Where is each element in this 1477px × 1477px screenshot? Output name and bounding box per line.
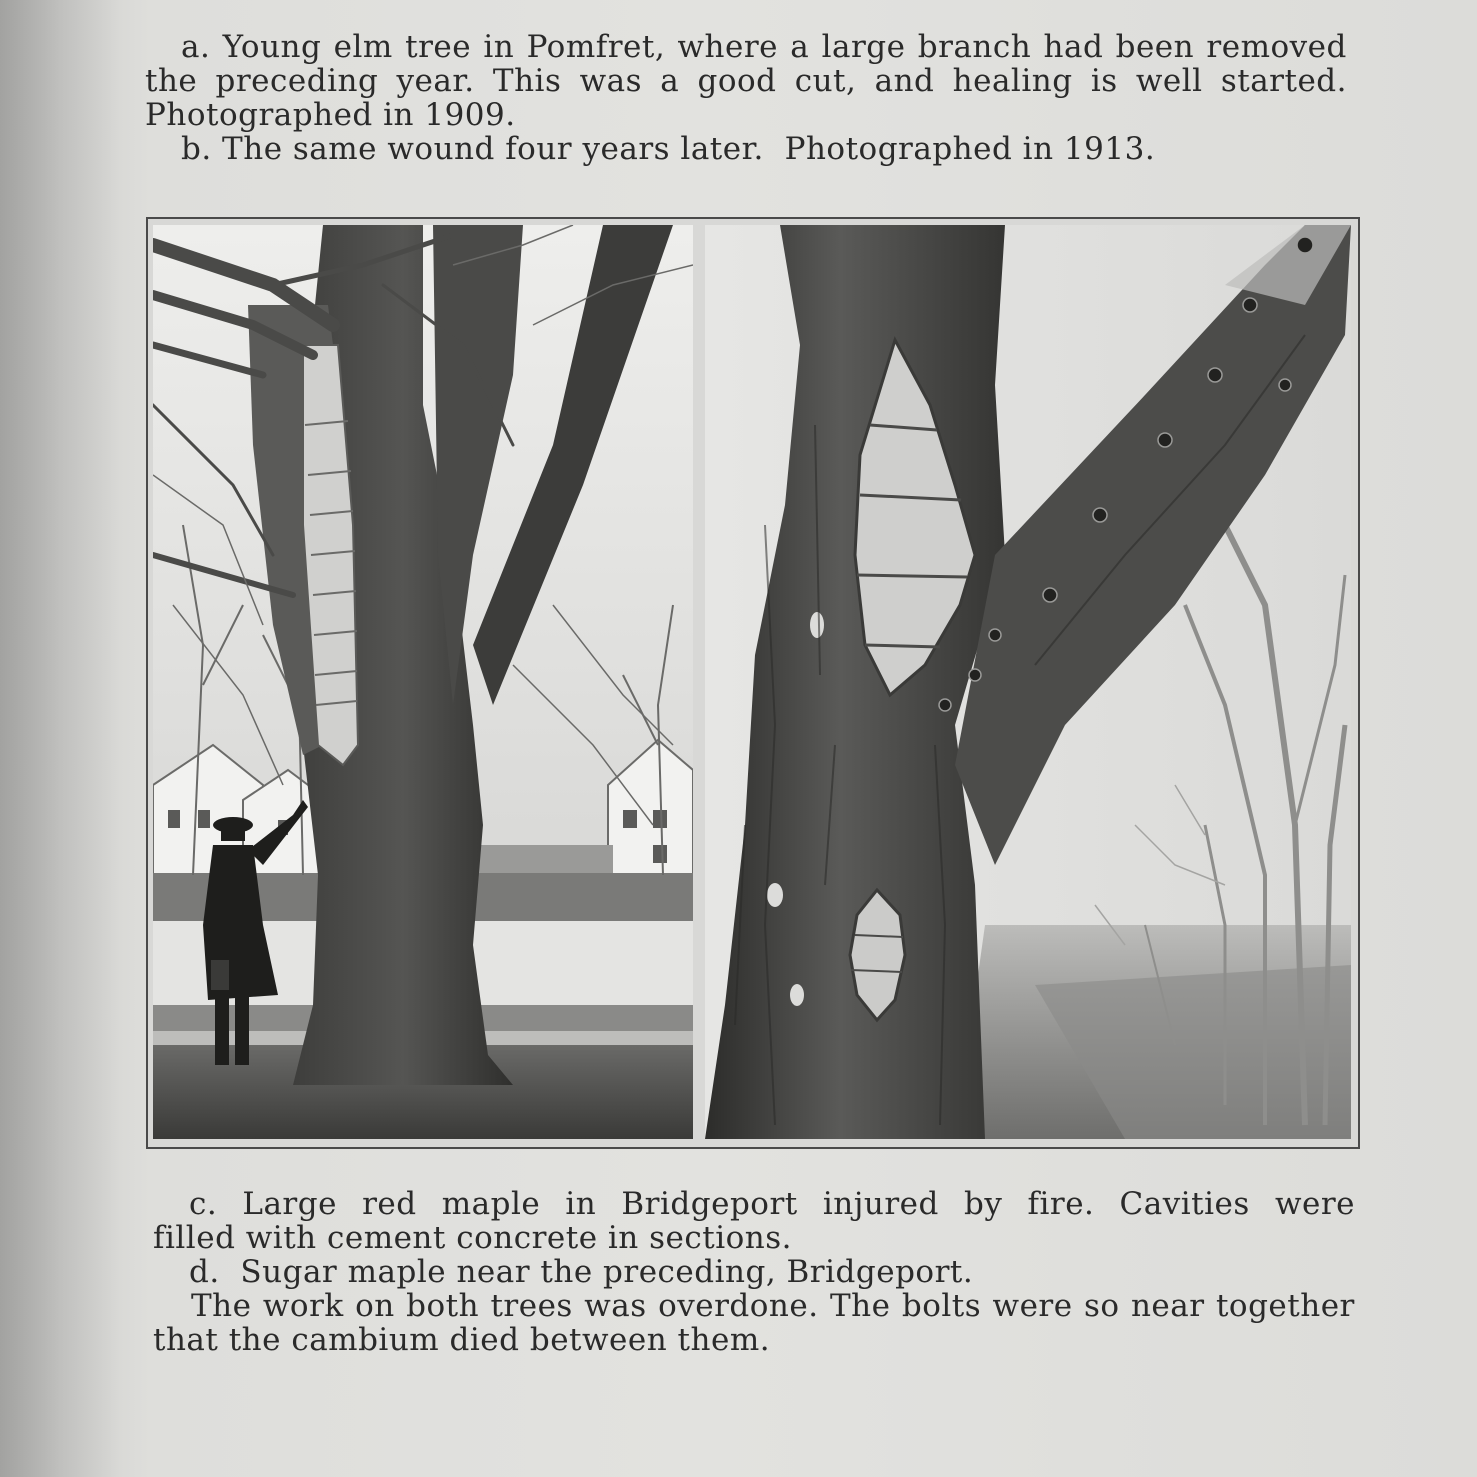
caption-word: Cavities	[1119, 1186, 1250, 1222]
caption-word: Young	[222, 29, 322, 65]
caption-word: been	[1115, 29, 1195, 65]
caption-line-text: b. The same wound four years later. Photographed in 1913.	[181, 131, 1156, 167]
caption-word: fire.	[1027, 1186, 1095, 1222]
caption-word: elm	[333, 29, 393, 65]
caption-word: was	[584, 1288, 647, 1324]
caption-line-c2	[153, 1221, 1355, 1255]
caption-word: were	[992, 1288, 1073, 1324]
caption-word: were	[1274, 1186, 1355, 1222]
caption-word: removed	[1206, 29, 1347, 65]
caption-bottom	[153, 1187, 1355, 1357]
caption-line-text: Photographed in 1909.	[145, 97, 516, 133]
caption-line-text	[145, 64, 1347, 98]
caption-word: red	[362, 1186, 417, 1222]
page-binding-shadow	[0, 0, 120, 1477]
caption-word: on	[355, 1288, 395, 1324]
caption-word: near	[1130, 1288, 1205, 1324]
caption-word: work	[262, 1288, 344, 1324]
caption-line-text: filled with cement concrete in sections.	[153, 1220, 793, 1256]
caption-word: Pomfret,	[526, 29, 666, 65]
caption-line-d2	[153, 1289, 1355, 1323]
photo-plate	[146, 217, 1360, 1149]
caption-word: c.	[189, 1186, 218, 1222]
caption-line-text	[189, 1187, 1355, 1221]
caption-word: by	[963, 1186, 1003, 1222]
caption-word: well	[1135, 63, 1203, 99]
caption-word: in	[483, 29, 515, 65]
caption-word: The	[191, 1288, 252, 1324]
caption-top	[145, 30, 1347, 166]
caption-line-b	[145, 132, 1347, 166]
caption-word: the	[145, 63, 198, 99]
caption-word: both	[406, 1288, 480, 1324]
caption-word: healing	[952, 63, 1073, 99]
caption-word: tree	[405, 29, 472, 65]
caption-line-text	[191, 1289, 1355, 1323]
caption-word: The	[829, 1288, 891, 1324]
caption-word: is	[1090, 63, 1118, 99]
caption-word: a	[660, 63, 680, 99]
caption-word: branch	[917, 29, 1032, 65]
caption-word: injured	[822, 1186, 939, 1222]
caption-line-text: d. Sugar maple near the preceding, Bridgeport.	[189, 1254, 974, 1290]
caption-word: good	[697, 63, 777, 99]
caption-word: together	[1215, 1288, 1355, 1324]
caption-line-text: that the cambium died between them.	[153, 1322, 771, 1358]
caption-line-a3	[145, 98, 1347, 132]
caption-word: bolts	[901, 1288, 982, 1324]
caption-word: so	[1083, 1288, 1120, 1324]
caption-word: where	[677, 29, 778, 65]
caption-line-c1	[153, 1187, 1355, 1221]
caption-line-text	[181, 30, 1347, 64]
caption-word: overdone.	[658, 1288, 819, 1324]
caption-word: and	[874, 63, 935, 99]
caption-word: in	[565, 1186, 597, 1222]
sugar-maple-photo	[705, 225, 1351, 1139]
caption-word: This	[492, 63, 562, 99]
caption-word: a.	[181, 29, 211, 65]
caption-word: started.	[1220, 63, 1347, 99]
red-maple-photo	[153, 225, 693, 1139]
caption-word: year.	[396, 63, 475, 99]
caption-line-d	[153, 1255, 1355, 1289]
caption-line-a2	[145, 64, 1347, 98]
caption-word: preceding	[215, 63, 379, 99]
caption-word: maple	[441, 1186, 541, 1222]
caption-word: cut,	[794, 63, 857, 99]
caption-word: Bridgeport	[621, 1186, 798, 1222]
caption-line-d3	[153, 1323, 1355, 1357]
caption-word: trees	[490, 1288, 573, 1324]
caption-word: large	[821, 29, 906, 65]
caption-line-a1	[145, 30, 1347, 64]
caption-word: a	[790, 29, 810, 65]
caption-word: was	[579, 63, 643, 99]
caption-word: had	[1043, 29, 1104, 65]
caption-word: Large	[242, 1186, 337, 1222]
